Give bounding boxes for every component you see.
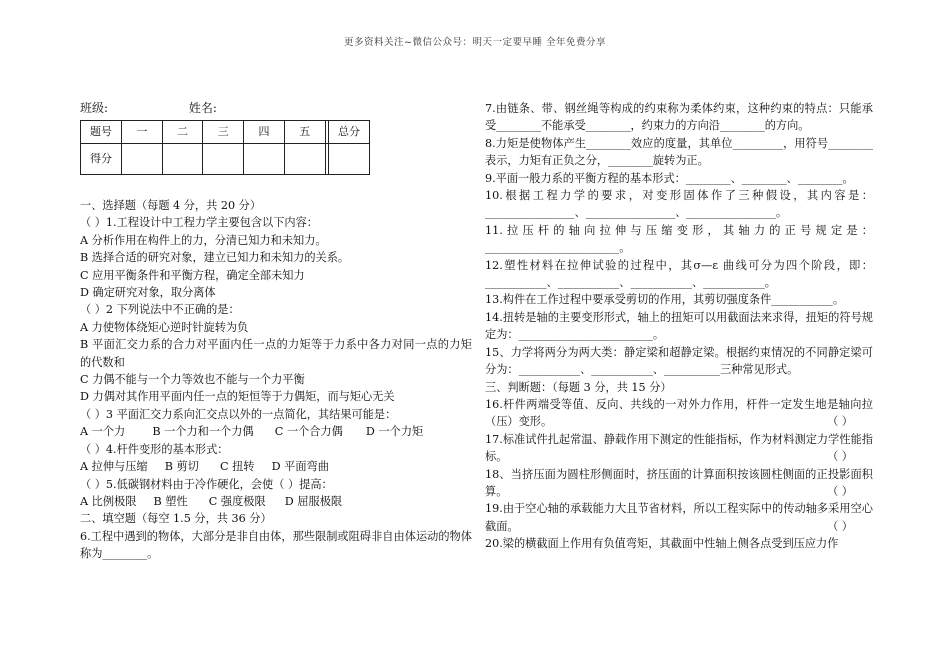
score-cell: 四 — [244, 121, 285, 144]
left-column — [80, 100, 472, 563]
question-3: （ ）3 平面汇交力系向汇交点以外的一点简化，其结果可能是： — [80, 407, 397, 421]
q2-option-c: C 力偶不能与一个力等效也不能与一个力平衡 — [80, 373, 305, 387]
question-13: 13.构件在工作过程中要承受剪切的作用，其剪切强度条件___________。 — [485, 293, 845, 307]
answer-paren[interactable]: （ ） — [827, 519, 853, 533]
section-3-title: 三、判断题：（每题 3 分，共 15 分） — [485, 380, 672, 394]
q3-option: D 一个力矩 — [365, 425, 424, 439]
score-table — [80, 120, 370, 175]
q4-option: B 剪切 — [164, 460, 199, 474]
q3-option: A 一个力 — [80, 425, 126, 439]
q4-options — [80, 458, 472, 475]
score-input[interactable] — [244, 144, 285, 175]
q5-options — [80, 493, 472, 510]
q5-option: C 强度极限 — [208, 494, 266, 508]
score-cell: 五 — [284, 121, 325, 144]
id-line — [80, 100, 472, 120]
q3-options — [80, 423, 472, 440]
answer-paren[interactable]: （ ） — [827, 415, 853, 429]
q4-option: A 拉伸与压缩 — [80, 460, 148, 474]
question-16-text: 16.杆件两端受等值、反向、共线的一对外力作用，杆件一定发生地是轴向拉（压）变形。 — [485, 397, 873, 429]
class-label: 班级: — [80, 101, 109, 115]
answer-paren[interactable]: （ ） — [827, 484, 853, 498]
q1-option-b: B 选择合适的研究对象，建立已知力和未知力的关系。 — [80, 251, 350, 265]
question-15: 15、力学将两分为两大类：静定梁和超静定梁。根据约束情况的不同静定梁可分为：___________、___________、__________三种常见形式。 — [485, 345, 873, 377]
q5-option: B 塑性 — [153, 494, 188, 508]
question-10: 10.根据工程力学的要求，对变形固体作了三种假设，其内容是：________________、________________、________________。 — [485, 189, 873, 220]
score-value-row — [81, 144, 370, 175]
q4-option: D 平面弯曲 — [271, 460, 329, 474]
question-4: （ ）4.杆件变形的基本形式： — [80, 442, 229, 456]
question-1: （ ）1.工程设计中工程力学主要包含以下内容： — [80, 216, 318, 230]
question-16 — [485, 396, 873, 431]
section-1-title: 一、选择题（每题 4 分，共 20 分） — [80, 199, 262, 212]
score-header-row — [81, 121, 370, 144]
question-8: 8.力矩是使物体产生________效应的度量，其单位_________，用符号________表示，力矩有正负之分，________旋转为正。 — [485, 136, 873, 168]
q5-option: D 屈服极限 — [284, 494, 343, 508]
score-input[interactable] — [162, 144, 203, 175]
header-note: 更多资料关注~微信公众号：明天一定要早睡 全年免费分享 — [344, 37, 606, 48]
score-cell: 总分 — [329, 121, 370, 144]
question-18 — [485, 466, 873, 501]
section-2-title: 二、填空题（每空 1.5 分，共 36 分） — [80, 512, 272, 526]
score-cell: 题号 — [81, 121, 122, 144]
right-column — [485, 100, 873, 553]
question-17-text: 17.标准试件扎起常温、静载作用下测定的性能指标，作为材料测定力学性能指标。 — [485, 432, 873, 464]
score-input[interactable] — [284, 144, 325, 175]
q1-option-d: D 确定研究对象，取分离体 — [80, 286, 216, 300]
question-5: （ ）5.低碳钢材料由于冷作硬化，会使（ ）提高： — [80, 477, 333, 491]
score-input[interactable] — [329, 144, 370, 175]
score-cell: 二 — [162, 121, 203, 144]
q2-option-b: B 平面汇交力系的合力对平面内任一点的力矩等于力系中各力对同一点的力矩的代数和 — [80, 338, 472, 369]
q4-option: C 扭转 — [219, 460, 255, 474]
question-11: 11.拉压杆的轴向拉伸与压缩变形，其轴力的正号规定是：________________________。 — [485, 223, 873, 255]
question-14: 14.扭转是轴的主要变形形式，轴上的扭矩可以用截面法来求得，扭矩的符号规定为：________________________。 — [485, 310, 873, 342]
question-12: 12.塑性材料在拉伸试验的过程中，其σ—ε 曲线可分为四个阶段，即：___________、___________、___________、___________。 — [485, 258, 873, 290]
question-20: 20.梁的横截面上作用有负值弯矩，其截面中性轴上侧各点受到压应力作 — [485, 537, 839, 551]
question-2: （ ）2 下列说法中不正确的是： — [80, 303, 240, 317]
question-18-text: 18、当挤压面为圆柱形侧面时，挤压面的计算面积按该圆柱侧面的正投影面积算。 — [485, 467, 873, 498]
score-row-label: 得分 — [81, 144, 122, 175]
q3-option: C 一个合力偶 — [274, 425, 343, 439]
q2-option-d: D 力偶对其作用平面内任一点的矩恒等于力偶矩，而与矩心无关 — [80, 390, 395, 404]
score-input[interactable] — [122, 144, 163, 175]
score-input[interactable] — [203, 144, 244, 175]
question-6: 6.工程中遇到的物体，大部分是非自由体，那些限制或阻碍非自由体运动的物体称为________。 — [80, 529, 472, 561]
name-label: 姓名: — [188, 101, 217, 115]
q3-option: B 一个力和一个力偶 — [152, 425, 254, 439]
question-7: 7.由链条、带、钢丝绳等构成的约束称为柔体约束，这种约束的特点：只能承受________不能承受________，约束力的方向沿________的方向。 — [485, 102, 873, 133]
question-19 — [485, 500, 873, 535]
question-19-text: 19.由于空心轴的承载能力大且节省材料，所以工程实际中的传动轴多采用空心截面。 — [485, 502, 873, 533]
answer-paren[interactable]: （ ） — [827, 450, 853, 464]
q2-option-a: A 力使物体绕矩心逆时针旋转为负 — [80, 320, 249, 334]
score-cell: 三 — [203, 121, 244, 144]
score-cell: 一 — [122, 121, 163, 144]
q1-option-c: C 应用平衡条件和平衡方程，确定全部未知力 — [80, 268, 305, 282]
q1-option-a: A 分析作用在构件上的力，分清已知力和未知力。 — [80, 233, 327, 247]
question-9: 9.平面一般力系的平衡方程的基本形式：________、________、________。 — [485, 171, 854, 185]
question-17 — [485, 431, 873, 466]
q5-option: A 比例极限 — [80, 494, 137, 508]
